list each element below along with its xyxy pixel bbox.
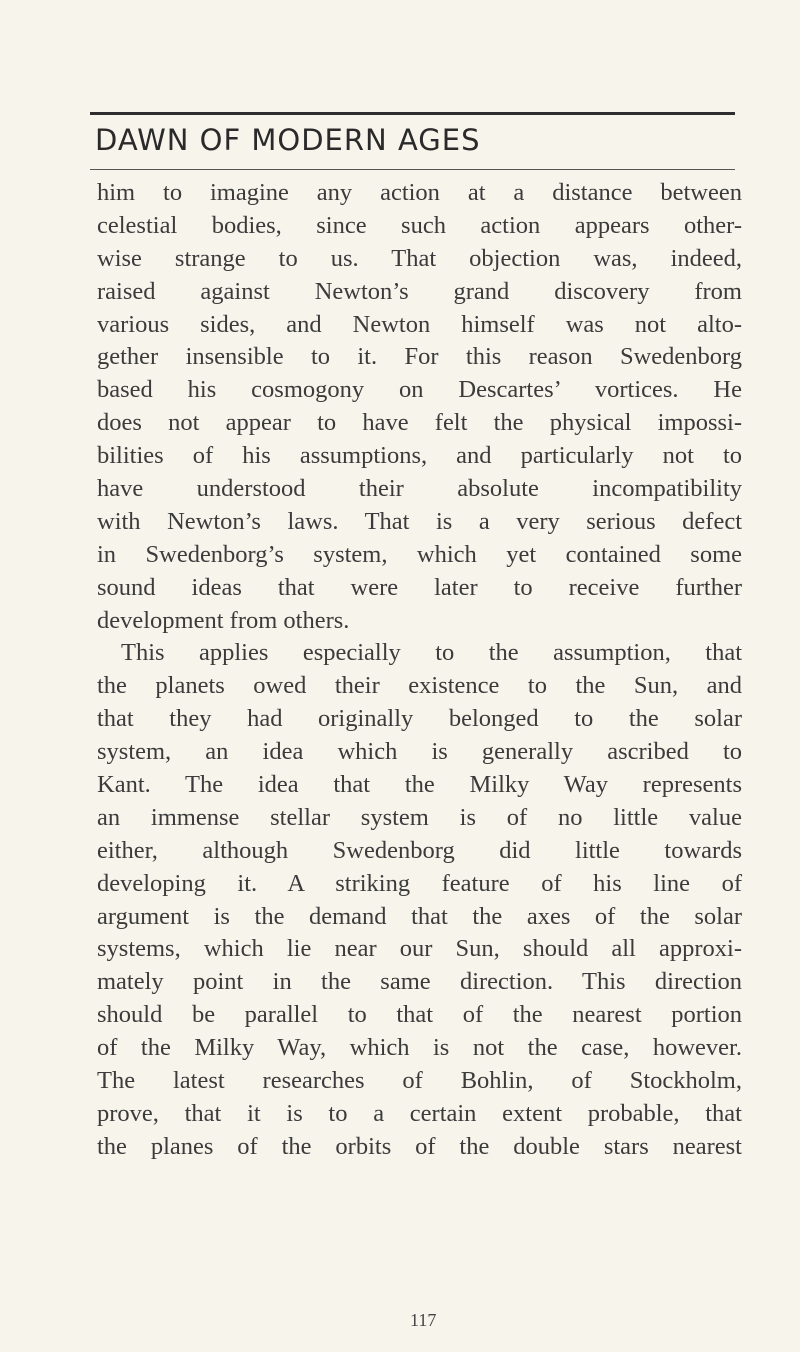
header-rule-top [90,112,735,115]
text-line: in Swedenborg’s system, which yet contained some [97,540,742,568]
text-line: with Newton’s laws. That is a very serious defect [97,507,742,535]
text-line: raised against Newton’s grand discovery from [97,277,742,305]
text-line: system, an idea which is generally ascribed to [97,738,742,766]
header-rule-bottom [90,169,735,170]
text-line: developing it. A striking feature of his line of [97,869,742,897]
text-line: should be parallel to that of the nearest portion [97,1001,742,1029]
text-line: This applies especially to the assumption, that [121,639,742,667]
body-text [97,177,742,1164]
text-line: him to imagine any action at a distance between [97,179,742,206]
text-line: bilities of his assumptions, and particularly not to [97,442,742,470]
paragraph [97,177,742,637]
page-number: 117 [410,1310,437,1330]
text-line: celestial bodies, since such action appears other- [97,211,742,239]
running-head: DAWN OF MODERN AGES [95,123,481,157]
text-line: wise strange to us. That objection was, indeed, [97,244,742,272]
text-line: argument is the demand that the axes of the solar [97,902,742,930]
text-line: development from others. [97,606,350,634]
text-line: gether insensible to it. For this reason Swedenborg [97,343,742,371]
text-line: prove, that it is to a certain extent probable, that [97,1099,742,1127]
text-line: the planets owed their existence to the Sun, and [97,672,742,700]
text-line: an immense stellar system is of no little value [97,803,742,831]
text-line: various sides, and Newton himself was not alto- [97,310,742,338]
text-line: the planes of the orbits of the double stars nearest [97,1132,742,1160]
text-line: based his cosmogony on Descartes’ vortices. He [97,376,742,404]
text-line: either, although Swedenborg did little towards [97,836,742,864]
text-line: Kant. The idea that the Milky Way represents [97,771,742,799]
text-line: sound ideas that were later to receive further [97,573,742,601]
paragraph [97,637,742,1163]
text-line: that they had originally belonged to the solar [97,705,742,733]
text-line: mately point in the same direction. This direction [97,968,742,996]
text-line: does not appear to have felt the physical impossi- [97,409,742,437]
text-line: have understood their absolute incompatibility [97,475,742,503]
text-line: of the Milky Way, which is not the case, however. [97,1034,742,1062]
text-line: The latest researches of Bohlin, of Stockholm, [97,1067,742,1095]
text-line: systems, which lie near our Sun, should all approxi- [97,935,742,963]
